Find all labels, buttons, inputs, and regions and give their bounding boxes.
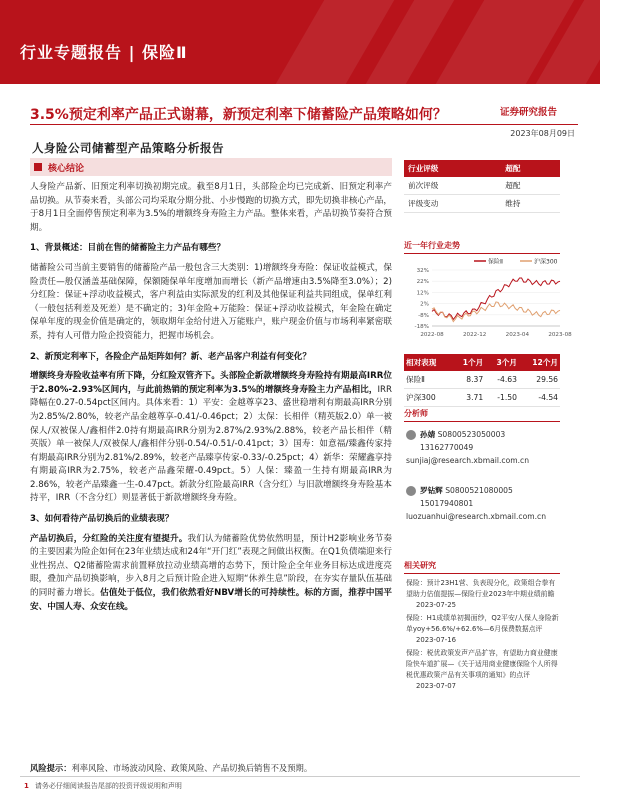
y-tick-label: 2% — [420, 301, 429, 308]
paragraph-outlook-end: 估值处于低位，我们依然看好NBV增长的可持续性。标的方面，推荐中国平安、中国人寿、众安在线。 — [30, 588, 392, 612]
report-subtitle: 人身险公司储蓄型产品策略分析报告 — [32, 141, 224, 155]
perf-header: 12个月 — [519, 354, 560, 371]
rating-cell: 评级变动 — [404, 195, 501, 213]
related-item-title: 保险：税优政策发声产品扩容，有望助力商业健康险快车道扩展—《关于适用商业健康保险个人所得税优惠政策产品有关事项的通知》的点评 — [406, 649, 558, 679]
paragraph-outlook — [30, 533, 392, 615]
rating-header-value: 超配 — [501, 160, 560, 177]
x-tick-label: 2022-08 — [420, 332, 444, 338]
analyst-email[interactable]: luozuanhui@research.xbmail.com.cn — [406, 512, 547, 521]
related-item-date: 2023-07-25 — [416, 601, 457, 609]
footer-disclaimer: 请务必仔细阅读报告尾部的投资评级说明和声明 — [34, 782, 182, 790]
title-divider — [30, 124, 578, 125]
related-item[interactable] — [406, 648, 560, 692]
rating-cell: 前次评级 — [404, 177, 501, 195]
paragraph-irr — [30, 370, 392, 506]
perf-header: 1个月 — [451, 354, 485, 371]
related-item-title: 保险：H1成绩单初揭面纱，Q2平安/人保人身险新单yoy+56.6%/+62.6%—6月保费数据点评 — [406, 614, 559, 633]
related-item[interactable] — [406, 613, 560, 646]
series-line — [432, 302, 560, 322]
paragraph-irr-text: IRR降幅在0.27-0.54pct区间内。具体来看：1）平安：金越尊享23、盛世稳增利有期最高IRR分别为2.85%/2.80%，较老产品金越尊享-0.41/-0.46pct；2）太保：长相伴（精英版2.0）单一被保人/双被保人/鑫相伴2.0持有期最高IRR分别为2.87%/2.93%/2.88%，较老产品长相伴（精英版）单一被保人/双被保人/鑫相伴分别-0.54/-0.51/-0.41pct；3）国寿：如意福/臻鑫传家持有期最高IRR分别为2.81%/2.89%，较老产品臻享传家-0.33/-0.25pct；4）新华：荣耀鑫享持有期最高IRR为2.75%，较老产品鑫荣耀-0.49pct。5）人保：臻盈一生持有期最高IRR为2.86%，较老产品臻鑫一生-0.47pct。新款分红险最高IRR（含分红）与旧款增额终身寿险基本持平，IRR（不含分红）则显著低于新款增额终身寿险。 — [30, 384, 392, 504]
y-tick-label: 12% — [416, 290, 429, 297]
performance-table — [404, 354, 560, 407]
perf-cell: 29.56 — [519, 371, 560, 389]
y-tick-label: 32% — [416, 268, 429, 274]
report-title: 3.5%预定利率产品正式谢幕，新预定利率下储蓄险产品策略如何？ — [30, 107, 447, 123]
y-tick-label: -8% — [418, 312, 429, 319]
related-item-date: 2023-07-16 — [416, 636, 457, 644]
analyst-phone: 15017940801 — [420, 499, 474, 508]
question-1: 1、背景概述：目前在售的储蓄险主力产品有哪些？ — [30, 243, 226, 254]
paragraph-outlook-text: 我们认为储蓄险优势依然明显，预计H2影响业务节奏的主要因素为险企如何在23年业绩达成和24年“开门红”表现之间做出权衡。在Q1负债端迎来行业性拐点、Q2储蓄险需求前置释放拉动业绩高增的态势下，预计险企全年业务目标达成进度亮眼，叠加产品切换影响，步入8月之后预计险企进入短期“休养生息”阶段，在夯实存量队伍基础的同时蓄力增长。 — [30, 533, 392, 599]
risk-text: 利率风险、市场波动风险、政策风险、产品切换后销售不及预期。 — [71, 763, 313, 773]
analyst-cert: S0800523050003 — [437, 430, 506, 439]
analyst-name: 罗钻辉 — [420, 486, 443, 495]
perf-cell: 沪深300 — [404, 389, 451, 407]
perf-cell: -4.63 — [485, 371, 519, 389]
core-conclusion-label: 核心结论 — [48, 164, 85, 174]
paragraph-products: 储蓄险公司当前主要销售的储蓄险产品一般包含三大类别：1)增额终身寿险：保证收益模式，保险责任—般仅涵盖基础保障，保额随保单年度增加而增长（新产品增速由3.5%降至3.0%）；2)分红险：保证+浮动收益模式，客户利益由实际派发的红利及其他保证利益共同组成，保单红利（一般包括利差及死差）是不确定的；3)年金险+万能险：保证+浮动收益模式，年金险在确定保单年度的现金价值是确定的，领取期年金给付进入万能账户，账户现金价值与市场利率紧密联系，持有人可借力险企投资能力，把握市场机会。 — [30, 262, 392, 341]
page-number: 1 — [24, 782, 29, 790]
square-bullet-icon — [34, 163, 42, 171]
series-line — [432, 278, 560, 319]
y-tick-label: 22% — [416, 279, 429, 286]
perf-header: 3个月 — [485, 354, 519, 371]
analyst-name: 孙婧 — [420, 430, 436, 439]
page-footer — [24, 781, 182, 791]
paragraph-outlook-lead: 产品切换后，分红险的关注度有望提升。 — [30, 533, 188, 544]
doc-type-label: 证券研究报告 — [500, 107, 558, 118]
related-item-date: 2023-07-07 — [416, 682, 457, 690]
analyst-cert: S0800521080005 — [445, 486, 513, 495]
perf-cell: 8.37 — [451, 371, 485, 389]
x-tick-label: 2023-08 — [548, 332, 572, 338]
question-3: 3、如何看待产品切换后的业绩表现？ — [30, 514, 174, 525]
perf-cell: 保险Ⅱ — [404, 371, 451, 389]
rating-table — [404, 160, 560, 213]
perf-header: 相对表现 — [404, 354, 451, 371]
analyst-email[interactable]: sunjiaj@research.xbmail.com.cn — [406, 456, 530, 465]
x-tick-label: 2023-04 — [505, 332, 530, 338]
analyst-header: 分析师 — [404, 408, 560, 422]
analyst-phone: 13162770049 — [420, 443, 474, 452]
paragraph-intro: 人身险产品新、旧预定利率切换初期完成。截至8月1日，头部险企均已完成新、旧预定利率产品切换。从节奏来看，头部公司均采取分期分批、小步慢跑的切换方式，即先切换非核心产品，于8月1日全面停售预定利率为3.5%的增额终身寿险主力产品。整体来看，产品切换节奏符合预期。 — [30, 182, 392, 233]
perf-cell: -1.50 — [485, 389, 519, 407]
related-item-title: 保险：预计23H1营、负表现分化，政策组合拳有望助力估值提振—保险行业2023年中期业绩前瞻 — [406, 579, 556, 598]
perf-cell: 3.71 — [451, 389, 485, 407]
related-research-header: 相关研究 — [404, 560, 560, 574]
analyst-2 — [406, 484, 562, 523]
report-date: 2023年08月09日 — [510, 129, 575, 138]
core-conclusion-header — [30, 158, 392, 176]
report-body — [30, 181, 392, 621]
rating-header-label: 行业评级 — [404, 160, 501, 177]
avatar-icon — [406, 430, 416, 440]
x-tick-label: 2022-12 — [462, 332, 487, 338]
question-2: 2、新预定利率下，各险企产品矩阵如何？新、老产品客户利益有何变化？ — [30, 351, 311, 362]
trend-chart-svg — [404, 256, 572, 344]
trend-chart — [404, 256, 572, 344]
analyst-1 — [406, 428, 562, 467]
y-tick-label: -18% — [414, 324, 429, 330]
rating-cell: 超配 — [501, 177, 560, 195]
legend-label: 沪深300 — [534, 258, 558, 266]
trend-header: 近一年行业走势 — [404, 240, 560, 254]
footer-divider — [20, 776, 580, 777]
perf-cell: -4.54 — [519, 389, 560, 407]
risk-warning — [30, 762, 392, 774]
related-research-list — [406, 578, 560, 694]
legend-label: 保险Ⅱ — [488, 258, 503, 266]
report-category: 行业专题报告 | 保险Ⅱ — [20, 43, 188, 62]
report-banner — [0, 0, 600, 84]
paragraph-irr-lead: 增额终身寿险收益率有所下降，分红险双管齐下。头部险企新款增额终身寿险持有期最高IRR位于2.80%-2.93%区间内，与此前热销的预定利率为3.5%的增额终身寿险主力产品相比， — [30, 371, 392, 395]
rating-cell: 维持 — [501, 195, 560, 213]
risk-label: 风险提示： — [30, 763, 72, 773]
related-item[interactable] — [406, 578, 560, 611]
avatar-icon — [406, 486, 416, 496]
